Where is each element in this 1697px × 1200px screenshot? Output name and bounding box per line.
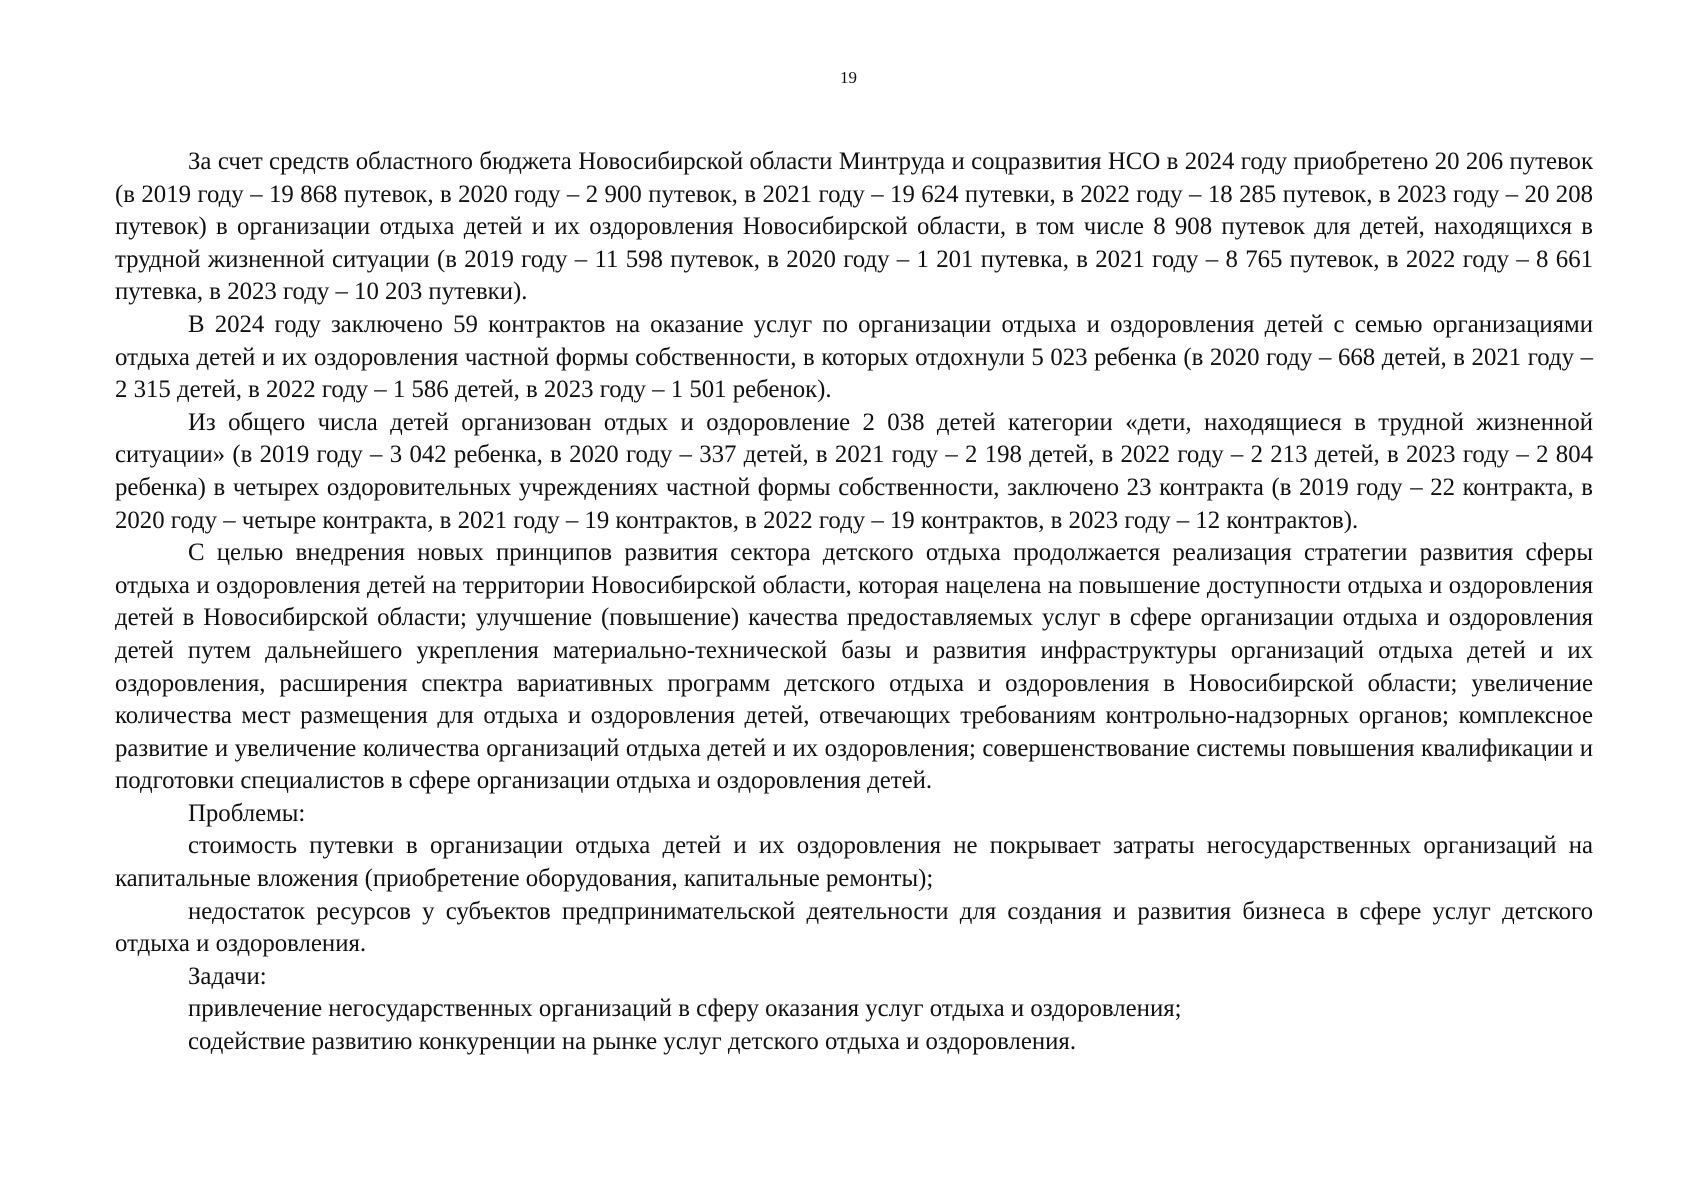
heading-tasks: Задачи: <box>188 962 267 990</box>
problem-item-resources: недостаток ресурсов у субъектов предпринимательской деятельности для создания и развития бизнеса в сфере услуг детского отдыха и оздоровления. <box>115 897 1593 958</box>
task-item-attraction: привлечение негосударственных организаций в сферу оказания услуг отдыха и оздоровления; <box>188 995 1182 1023</box>
document-body <box>115 146 1593 1059</box>
paragraph-contracts-private: В 2024 году заключено 59 контрактов на оказание услуг по организации отдыха и оздоровления детей с семью организациями отдыха детей и их оздоровления частной формы собственности, в которых отдохнули 5 023 ребенка (в 2020 году – 668 детей, в 2021 году – 2 315 детей, в 2022 году – 1 586 детей, в 2023 году – 1 501 ребенок). <box>115 310 1593 404</box>
task-item-competition: содействие развитию конкуренции на рынке услуг детского отдыха и оздоровления. <box>188 1028 1077 1056</box>
paragraph-vouchers-purchased: За счет средств областного бюджета Новосибирской области Минтруда и соцразвития НСО в 2024 году приобретено 20 206 путевок (в 2019 году – 19 868 путевок, в 2020 году – 2 900 путевок, в 2021 году – 19 624 путевки, в 2022 году – 18 285 путевок, в 2023 году – 20 208 путевок) в организации отдыха детей и их оздоровления Новосибирской области, в том числе 8 908 путевок для детей, находящихся в трудной жизненной ситуации (в 2019 году – 11 598 путевок, в 2020 году – 1 201 путевка, в 2021 году – 8 765 путевок, в 2022 году – 8 661 путевка, в 2023 году – 10 203 путевки). <box>115 148 1593 306</box>
paragraph-strategy: С целью внедрения новых принципов развития сектора детского отдыха продолжается реализация стратегии развития сферы отдыха и оздоровления детей на территории Новосибирской области, которая нацелена на повышение доступности отдыха и оздоровления детей в Новосибирской области; улучшение (повышение) качества предоставляемых услуг в сфере организации отдыха и оздоровления детей путем дальнейшего укрепления материально-технической базы и развития инфраструктуры организаций отдыха детей и их оздоровления, расширения спектра вариативных программ детского отдыха и оздоровления в Новосибирской области; увеличение количества мест размещения для отдыха и оздоровления детей, отвечающих требованиям контрольно-надзорных органов; комплексное развитие и увеличение количества организаций отдыха детей и их оздоровления; совершенствование системы повышения квалификации и подготовки специалистов в сфере организации отдыха и оздоровления детей. <box>115 539 1593 795</box>
page-number: 19 <box>840 68 857 87</box>
problem-item-cost: стоимость путевки в организации отдыха детей и их оздоровления не покрывает затраты негосударственных организаций на капитальные вложения (приобретение оборудования, капитальные ремонты); <box>115 832 1593 893</box>
heading-problems: Проблемы: <box>188 799 306 827</box>
paragraph-difficult-situation: Из общего числа детей организован отдых и оздоровление 2 038 детей категории «дети, находящиеся в трудной жизненной ситуации» (в 2019 году – 3 042 ребенка, в 2020 году – 337 детей, в 2021 году – 2 198 детей, в 2022 году – 2 213 детей, в 2023 году – 2 804 ребенка) в четырех оздоровительных учреждениях частной формы собственности, заключено 23 контракта (в 2019 году – 22 контракта, в 2020 году – четыре контракта, в 2021 году – 19 контрактов, в 2022 году – 19 контрактов, в 2023 году – 12 контрактов). <box>115 408 1593 534</box>
